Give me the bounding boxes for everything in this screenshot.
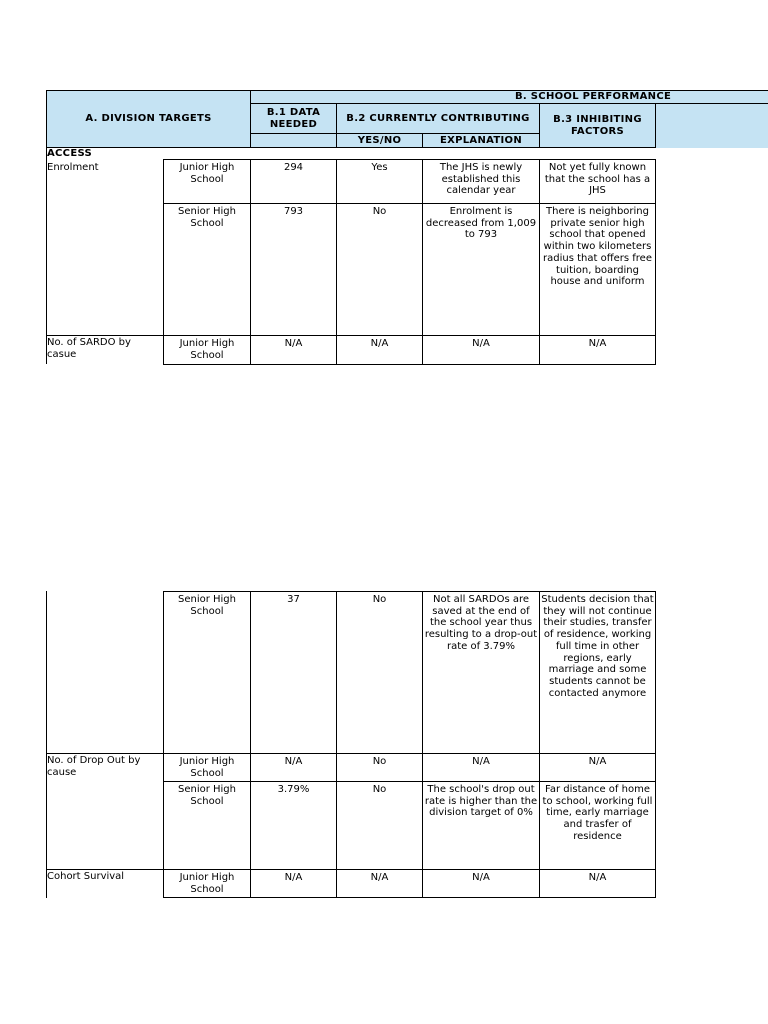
section-access: ACCESS	[47, 148, 93, 159]
data-cell: N/A	[250, 753, 337, 782]
currently-contributing-label: B.2 CURRENTLY CONTRIBUTING	[346, 112, 530, 124]
data-cell: N/A	[250, 335, 337, 365]
target-cell: Cohort Survival	[47, 871, 125, 882]
inhibiting-factors-label: B.3 INHIBITING FACTORS	[553, 113, 642, 137]
factors-cell: Far distance of home to school, working full time, early marriage and trasfer of residence	[539, 781, 656, 870]
factors-cell: There is neighboring private senior high school that opened within two kilometers radius that offers free tuition, boarding house and uniform	[539, 203, 656, 336]
factors-cell: Not yet fully known that the school has a JHS	[539, 159, 656, 204]
yesno-cell: N/A	[336, 869, 423, 898]
yes-no-label: YES/NO	[357, 134, 402, 146]
explanation-cell: Not all SARDOs are saved at the end of the school year thus resulting to a drop-out rate of 3.79%	[422, 591, 540, 754]
currently-contributing-header	[336, 103, 540, 134]
level-cell: Junior High School	[163, 335, 251, 365]
explanation-cell: The school's drop out rate is higher than the division target of 0%	[422, 781, 540, 870]
yes-no-header	[336, 133, 423, 148]
target-column-line	[46, 148, 47, 364]
explanation-label: EXPLANATION	[439, 134, 523, 146]
level-cell: Junior High School	[163, 753, 251, 782]
data-cell: 3.79%	[250, 781, 337, 870]
division-targets-label: A. DIVISION TARGETS	[85, 113, 212, 124]
data-cell: 294	[250, 159, 337, 204]
enrolment-target-divider	[46, 335, 163, 336]
school-performance-header	[250, 90, 768, 104]
data-cell: 37	[250, 591, 337, 754]
data-needed-label: B.1 DATA NEEDED	[266, 106, 321, 130]
yesno-cell: No	[336, 591, 423, 754]
data-cell: N/A	[250, 869, 337, 898]
target-cell: No. of SARDO by casue	[47, 337, 131, 360]
inhibiting-factors-header	[539, 103, 656, 148]
explanation-cell: N/A	[422, 335, 540, 365]
data-needed-header	[250, 103, 337, 134]
explanation-cell: Enrolment is decreased from 1,009 to 793	[422, 203, 540, 336]
factors-cell: N/A	[539, 869, 656, 898]
school-performance-label: B. SCHOOL PERFORMANCE	[515, 91, 672, 102]
division-targets-header	[46, 90, 251, 148]
explanation-cell: N/A	[422, 869, 540, 898]
yesno-cell: N/A	[336, 335, 423, 365]
factors-cell: Students decision that they will not continue their studies, transfer of residence, working full time in other regions, early marriage and some students cannot be contacted anymore	[539, 591, 656, 754]
level-cell: Senior High School	[163, 781, 251, 870]
level-cell: Senior High School	[163, 591, 251, 754]
level-cell: Junior High School	[163, 159, 251, 204]
target-column-line	[46, 591, 47, 898]
factors-cell: N/A	[539, 335, 656, 365]
yesno-cell: No	[336, 753, 423, 782]
factors-cell: N/A	[539, 753, 656, 782]
yesno-cell: Yes	[336, 159, 423, 204]
explanation-header	[422, 133, 540, 148]
explanation-cell: The JHS is newly established this calendar year	[422, 159, 540, 204]
yesno-cell: No	[336, 203, 423, 336]
level-cell: Junior High School	[163, 869, 251, 898]
data-needed-subheader	[250, 133, 337, 148]
level-cell: Senior High School	[163, 203, 251, 336]
yesno-cell: No	[336, 781, 423, 870]
target-cell: Enrolment	[47, 162, 99, 173]
explanation-cell: N/A	[422, 753, 540, 782]
data-cell: 793	[250, 203, 337, 336]
target-cell: No. of Drop Out by cause	[47, 755, 141, 778]
